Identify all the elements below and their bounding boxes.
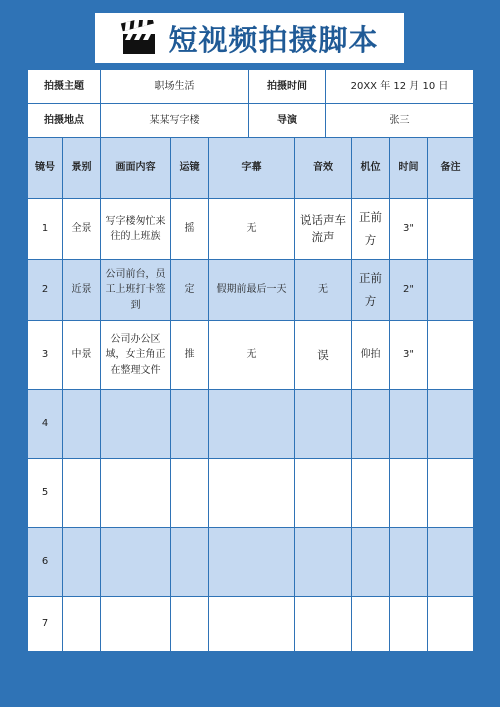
table-row [28, 321, 474, 390]
cell-caption [209, 528, 295, 597]
cell-content: 公司前台，员工上班打卡签到 [101, 260, 171, 321]
cell-angle: 正前方 [352, 199, 390, 260]
cell-angle [352, 597, 390, 652]
cell-move [171, 528, 209, 597]
col-header-note: 备注 [428, 138, 474, 199]
cell-shot [63, 528, 101, 597]
cell-shot: 中景 [63, 321, 101, 390]
cell-time: 3" [390, 321, 428, 390]
table-row [28, 390, 474, 459]
cell-content: 公司办公区域，女主角正在整理文件 [101, 321, 171, 390]
cell-time [390, 459, 428, 528]
page-title: 短视频拍摄脚本 [168, 22, 379, 57]
info-row [28, 104, 474, 138]
cell-angle [352, 390, 390, 459]
cell-sound [295, 459, 352, 528]
cell-content [101, 528, 171, 597]
cell-move: 推 [171, 321, 209, 390]
cell-move [171, 390, 209, 459]
subject-label: 拍摄主题 [28, 70, 101, 104]
cell-content: 写字楼匆忙来往的上班族 [101, 199, 171, 260]
subject-value: 职场生活 [101, 70, 249, 104]
cell-note [428, 390, 474, 459]
cell-content [101, 390, 171, 459]
cell-sound [295, 528, 352, 597]
col-header-content: 画面内容 [101, 138, 171, 199]
cell-time [390, 597, 428, 652]
cell-sound [295, 390, 352, 459]
cell-sound: 说话声车流声 [295, 199, 352, 260]
table-row [28, 597, 474, 652]
cell-shot [63, 390, 101, 459]
cell-sound: 无 [295, 260, 352, 321]
location-value: 某某写字楼 [101, 104, 249, 138]
cell-angle: 仰拍 [352, 321, 390, 390]
cell-caption: 无 [209, 321, 295, 390]
cell-caption: 假期前最后一天 [209, 260, 295, 321]
table-row [28, 459, 474, 528]
col-header-angle: 机位 [352, 138, 390, 199]
cell-caption [209, 390, 295, 459]
cell-time: 3" [390, 199, 428, 260]
cell-note [428, 260, 474, 321]
col-header-no: 镜号 [28, 138, 63, 199]
title-banner [95, 13, 404, 63]
script-sheet [27, 69, 473, 651]
col-header-move: 运镜 [171, 138, 209, 199]
cell-time [390, 528, 428, 597]
director-label: 导演 [249, 104, 326, 138]
col-header-shot: 景别 [63, 138, 101, 199]
cell-angle [352, 528, 390, 597]
cell-note [428, 199, 474, 260]
cell-no: 1 [28, 199, 63, 260]
time-label: 拍摄时间 [249, 70, 326, 104]
col-header-sound: 音效 [295, 138, 352, 199]
cell-time [390, 390, 428, 459]
cell-shot [63, 459, 101, 528]
cell-no: 2 [28, 260, 63, 321]
director-value: 张三 [326, 104, 474, 138]
info-table [27, 69, 474, 138]
location-label: 拍摄地点 [28, 104, 101, 138]
cell-caption [209, 459, 295, 528]
cell-angle: 正前方 [352, 260, 390, 321]
table-row [28, 528, 474, 597]
cell-content [101, 597, 171, 652]
cell-move [171, 459, 209, 528]
cell-caption: 无 [209, 199, 295, 260]
info-row [28, 70, 474, 104]
cell-sound: 误 [295, 321, 352, 390]
col-header-time: 时间 [390, 138, 428, 199]
col-header-caption: 字幕 [209, 138, 295, 199]
cell-caption [209, 597, 295, 652]
cell-note [428, 459, 474, 528]
cell-no: 7 [28, 597, 63, 652]
cell-note [428, 528, 474, 597]
cell-shot: 全景 [63, 199, 101, 260]
cell-shot [63, 597, 101, 652]
table-row [28, 199, 474, 260]
cell-shot: 近景 [63, 260, 101, 321]
cell-no: 6 [28, 528, 63, 597]
cell-time: 2" [390, 260, 428, 321]
cell-no: 5 [28, 459, 63, 528]
cell-note [428, 597, 474, 652]
cell-move [171, 597, 209, 652]
shot-table [27, 137, 474, 652]
cell-move: 摇 [171, 199, 209, 260]
cell-angle [352, 459, 390, 528]
clapperboard-icon [120, 20, 158, 56]
header-row [28, 138, 474, 199]
cell-no: 4 [28, 390, 63, 459]
cell-note [428, 321, 474, 390]
cell-move: 定 [171, 260, 209, 321]
cell-no: 3 [28, 321, 63, 390]
time-value: 20XX 年 12 月 10 日 [326, 70, 474, 104]
cell-content [101, 459, 171, 528]
cell-sound [295, 597, 352, 652]
table-row [28, 260, 474, 321]
